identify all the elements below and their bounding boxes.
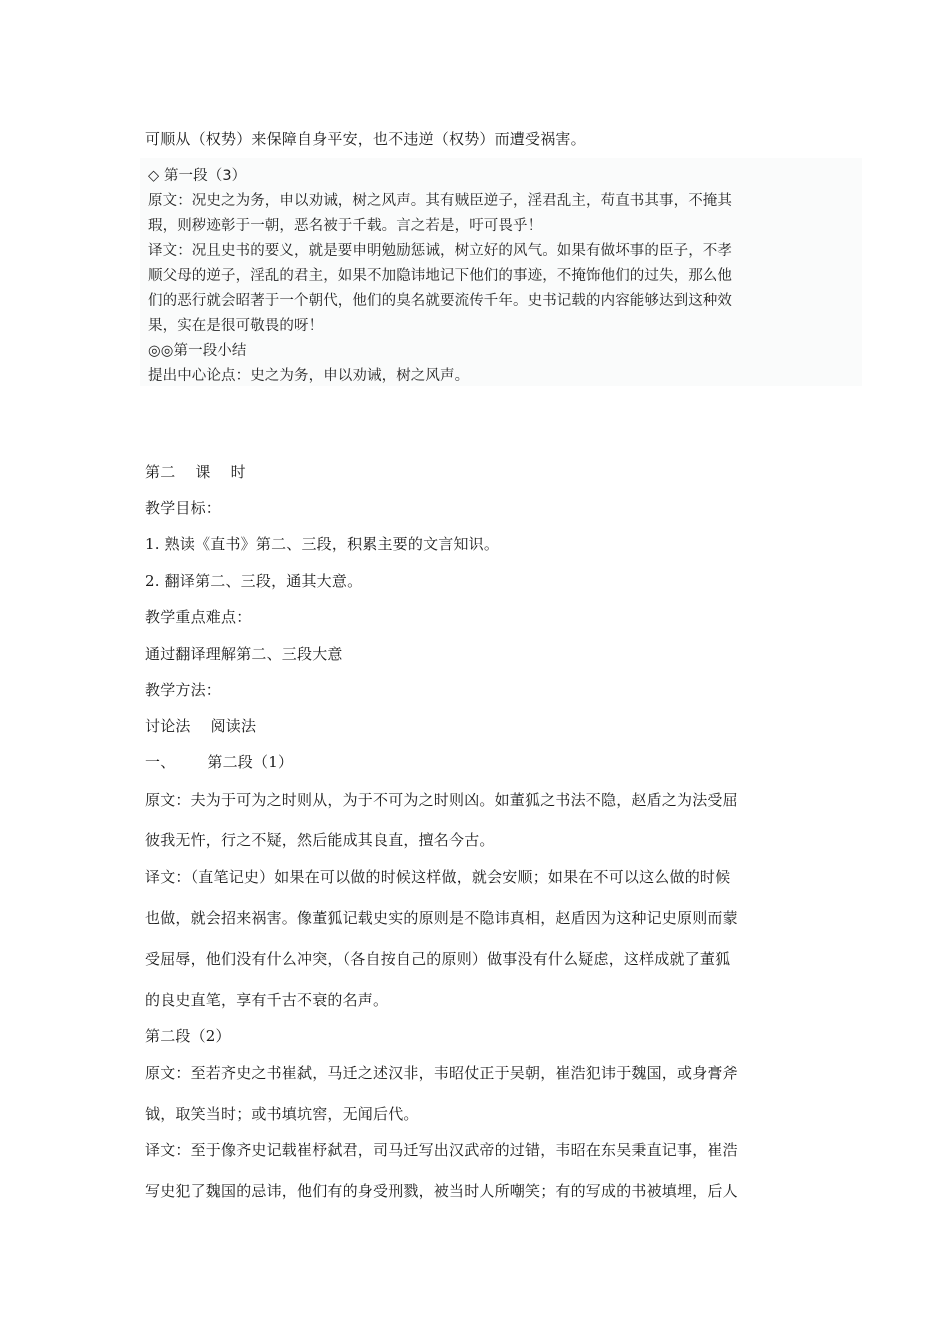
slide-summary: 提出中心论点：史之为务，申以劝诫，树之风声。 [148,368,470,384]
paragraph-line: 彼我无忤，行之不疑，然后能成其良直，擅名今古。 [145,831,495,849]
paragraph-line: 受屈辱，他们没有什么冲突，（各自按自己的原则）做事没有什么疑虑，这样成就了董狐 [145,950,731,968]
method-text: 讨论法 阅读法 [145,717,257,735]
paragraph-line: 写史犯了魏国的忌讳，他们有的身受刑戮，被当时人所嘲笑；有的写成的书被填埋，后人 [145,1182,738,1200]
section-heading: 一、 第二段（1） [145,753,294,771]
slide-line: 瑕，则秽迹彰于一朝，恶名被于千载。言之若是，吁可畏乎！ [148,218,543,234]
paragraph-line: 的良史直笔，享有千古不衰的名声。 [145,991,389,1009]
slide-line: 译文：况且史书的要义，就是要申明勉励惩诫，树立好的风气。如果有做坏事的臣子，不孝 [148,243,732,259]
paragraph-line: 原文：夫为于可为之时则从，为于不可为之时则凶。如董狐之书法不隐，赵盾之为法受屈 [145,791,738,809]
method-heading: 教学方法： [145,681,222,699]
paragraph-line: 译文：至于像齐史记载崔杼弑君，司马迁写出汉武帝的过错，韦昭在东吴秉直记事，崔浩 [145,1141,738,1159]
continuation-line: 可顺从（权势）来保障自身平安，也不违逆（权势）而遭受祸害。 [145,130,586,148]
slide-image [140,158,862,386]
slide-line: 果，实在是很可敬畏的呀！ [148,318,324,334]
paragraph-line: 钺，取笑当时；或书填坑窖，无闻后代。 [145,1105,419,1123]
paragraph-line: 也做，就会招来祸害。像董狐记载史实的原则是不隐讳真相，赵盾因为这种记史原则而蒙 [145,909,738,927]
key-text: 通过翻译理解第二、三段大意 [145,645,343,663]
slide-line: 原文：况史之为务，申以劝诫，树之风声。其有贼臣逆子，淫君乱主，苟直书其事，不掩其 [148,193,732,209]
slide-line: 们的恶行就会昭著于一个朝代，他们的臭名就要流传千年。史书记载的内容能够达到这种效 [148,293,732,309]
key-heading: 教学重点难点： [145,608,252,626]
slide-heading: ◇ 第一段（3） [148,168,247,184]
goal-item: 1. 熟读《直书》第二、三段，积累主要的文言知识。 [145,535,500,553]
section-heading: 第二段（2） [145,1027,231,1045]
slide-summary-heading: ◎◎第一段小结 [148,343,247,359]
paragraph-line: 译文：（直笔记史）如果在可以做的时候这样做，就会安顺；如果在不可以这么做的时候 [145,868,731,886]
lesson-title: 第二 课 时 [145,463,246,481]
goal-item: 2. 翻译第二、三段，通其大意。 [145,572,363,590]
paragraph-line: 原文：至若齐史之书崔弑，马迁之述汉非，韦昭仗正于吴朝，崔浩犯讳于魏国，或身膏斧 [145,1064,738,1082]
goals-heading: 教学目标： [145,499,222,517]
slide-line: 顺父母的逆子，淫乱的君主，如果不加隐讳地记下他们的事迹，不掩饰他们的过失，那么他 [148,268,732,284]
